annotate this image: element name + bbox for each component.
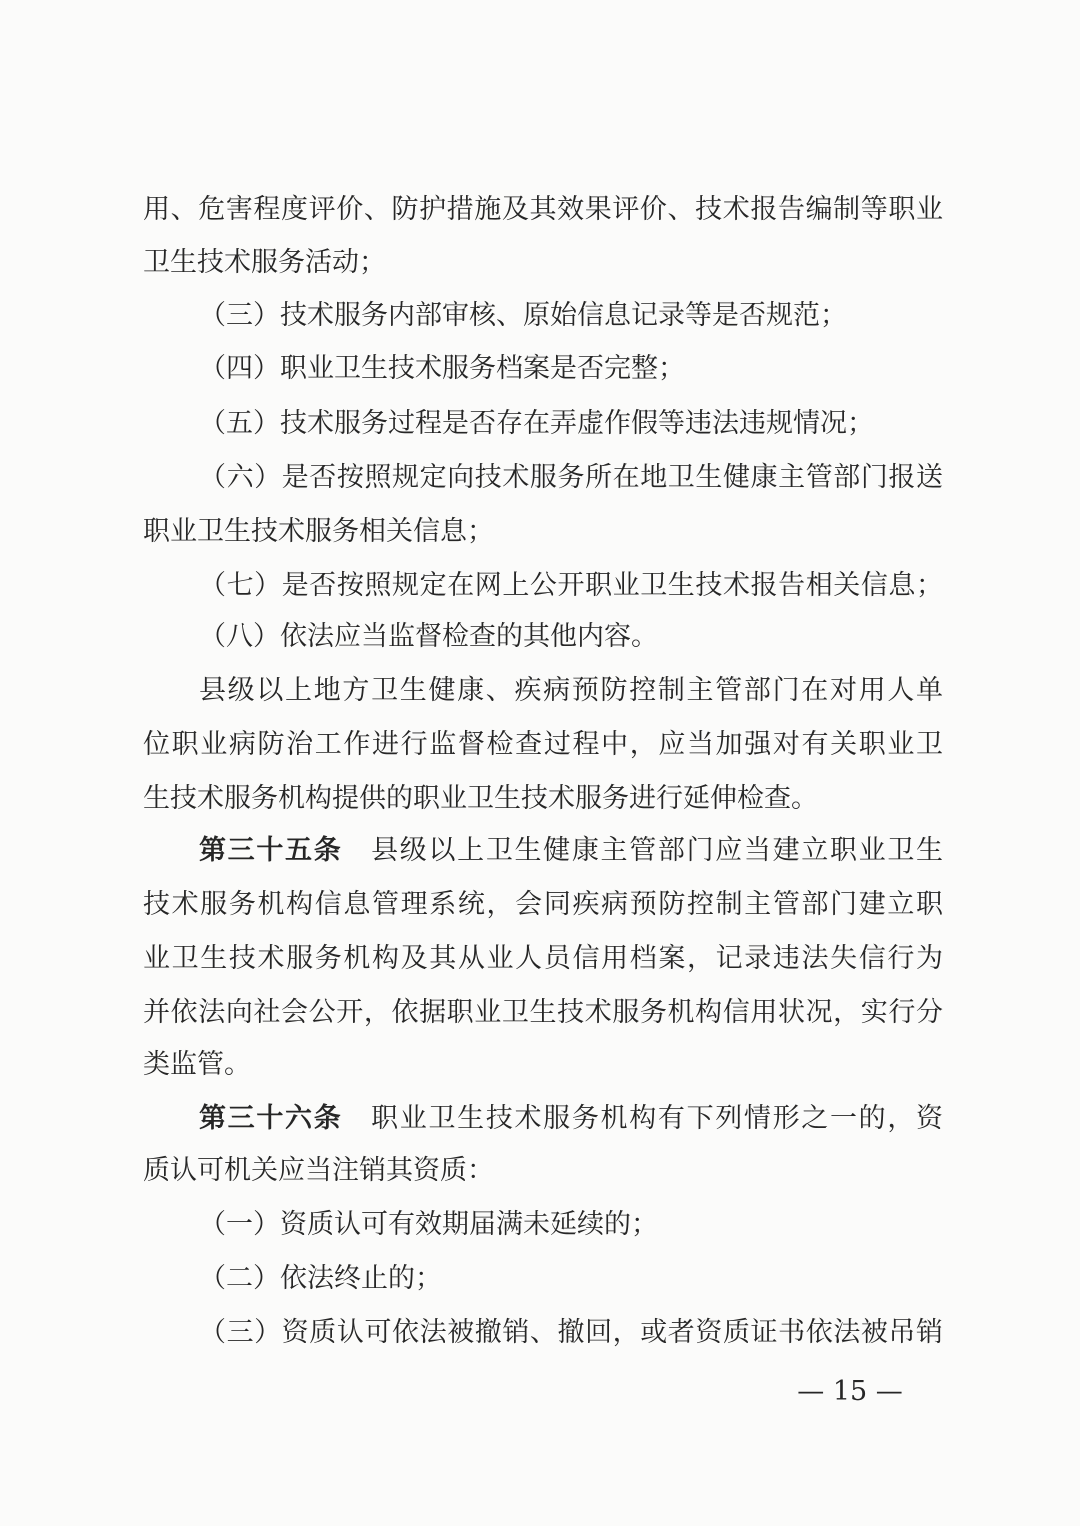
list-item: （五）技术服务过程是否存在弄虚作假等违法违规情况； — [199, 408, 874, 439]
paragraph-line: 类监管。 — [143, 1049, 251, 1080]
list-item: （一）资质认可有效期届满未延续的； — [199, 1209, 658, 1240]
list-item: （四）职业卫生技术服务档案是否完整； — [199, 353, 685, 384]
paragraph-line: 业卫生技术服务机构及其从业人员信用档案，记录违法失信行为 — [143, 943, 943, 974]
body-line: 职业卫生技术服务相关信息； — [143, 516, 494, 547]
article-heading: 第三十六条 — [199, 1103, 343, 1134]
list-item: （二）依法终止的； — [199, 1263, 442, 1294]
paragraph-line: 位职业病防治工作进行监督检查过程中，应当加强对有关职业卫 — [143, 729, 943, 760]
list-item: （七）是否按照规定在网上公开职业卫生技术报告相关信息； — [199, 570, 943, 601]
body-line: 用、危害程度评价、防护措施及其效果评价、技术报告编制等职业 — [143, 194, 943, 225]
paragraph-line: 生技术服务机构提供的职业卫生技术服务进行延伸检查。 — [143, 783, 818, 814]
list-item: （三）技术服务内部审核、原始信息记录等是否规范； — [199, 300, 847, 331]
list-item: （八）依法应当监督检查的其他内容。 — [199, 621, 658, 652]
page-number: — 15 — — [797, 1376, 903, 1407]
article-36-first-line — [199, 1099, 943, 1139]
paragraph-line: 技术服务机构信息管理系统，会同疾病预防控制主管部门建立职 — [143, 889, 943, 920]
paragraph-line: 县级以上地方卫生健康、疾病预防控制主管部门在对用人单 — [199, 675, 943, 706]
article-35-first-line — [199, 831, 943, 871]
article-text: 职业卫生技术服务机构有下列情形之一的，资 — [371, 1103, 943, 1134]
list-item: （六）是否按照规定向技术服务所在地卫生健康主管部门报送 — [199, 462, 943, 493]
list-item: （三）资质认可依法被撤销、撤回，或者资质证书依法被吊销 — [199, 1317, 943, 1348]
article-text: 县级以上卫生健康主管部门应当建立职业卫生 — [371, 835, 943, 866]
article-heading: 第三十五条 — [199, 835, 343, 866]
body-line: 卫生技术服务活动； — [143, 247, 386, 278]
paragraph-line: 并依法向社会公开，依据职业卫生技术服务机构信用状况，实行分 — [143, 997, 943, 1028]
paragraph-line: 质认可机关应当注销其资质： — [143, 1155, 494, 1186]
